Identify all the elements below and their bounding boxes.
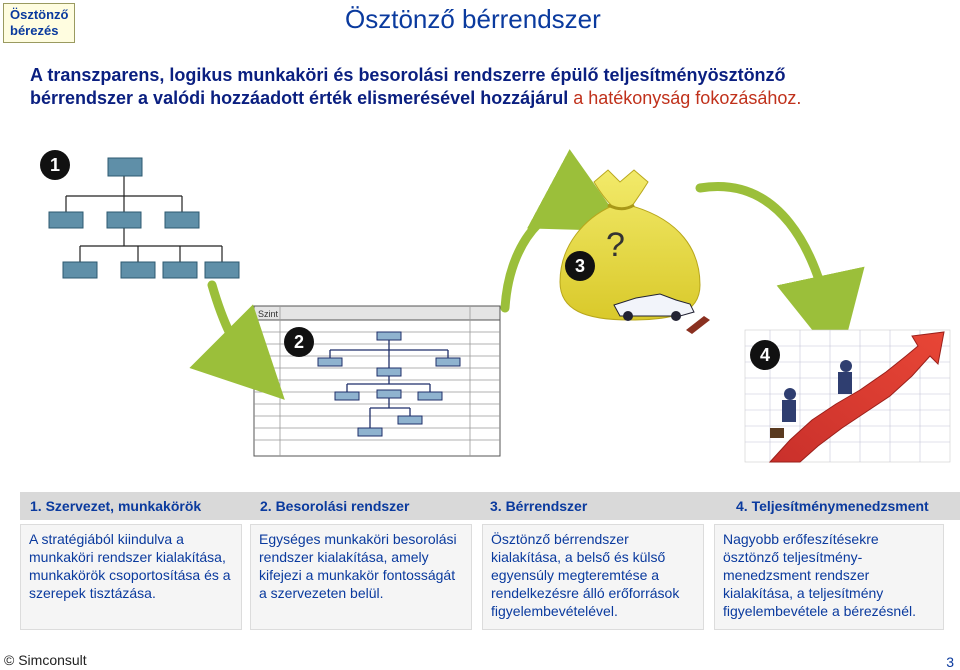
- subtitle-line2-rest: a hatékonyság fokozásához.: [568, 88, 802, 108]
- column-text-2: Egységes munkaköri besorolási rendszer kialakítása, amely kifejezi a munkakör fontosságát a szervezeten belül.: [250, 524, 472, 630]
- column-header-3: 3. Bérrendszer: [480, 492, 710, 520]
- money-bag: [560, 170, 700, 320]
- step-2-badge: 2: [284, 327, 314, 357]
- column-header-4: 4. Teljesítménymenedzsment: [710, 492, 960, 520]
- page-number: 3: [946, 654, 954, 670]
- tag-line1: Ösztönző: [10, 7, 69, 22]
- column-header-2: 2. Besorolási rendszer: [250, 492, 480, 520]
- grid-label: Szint: [258, 309, 279, 319]
- org-chart-boxes: [49, 158, 239, 278]
- tag-line2: bérezés: [10, 23, 59, 38]
- subtitle-line2-bold: bérrendszer a valódi hozzáadott érték elismerésével hozzájárul: [30, 88, 569, 108]
- copyright: © Simconsult: [4, 652, 87, 668]
- column-text-1: A stratégiából kiindulva a munkaköri rendszer kialakítása, munkakörök csoportosítása és a szerepek tisztázása.: [20, 524, 242, 630]
- column-text-4: Nagyobb erőfeszítésekre ösztönző teljesítmény-menedzsment rendszer kialakítása, a teljesítmény figyelembevétele a bérezésnél.: [714, 524, 944, 630]
- step-3-badge: 3: [565, 251, 595, 281]
- column-header-1: 1. Szervezet, munkakörök: [20, 492, 250, 520]
- subtitle-line1: A transzparens, logikus munkaköri és besorolási rendszerre épülő teljesítményösztönző: [30, 65, 786, 85]
- column-text-3: Ösztönző bérrendszer kialakítása, a belső és külső egyensúly megteremtése a rendelkezésre álló erőforrások figyelembevételével.: [482, 524, 704, 630]
- question-mark: ?: [606, 226, 625, 264]
- step-1-badge: 1: [40, 150, 70, 180]
- page-title: Ösztönző bérrendszer: [345, 4, 601, 34]
- step-4-badge: 4: [750, 340, 780, 370]
